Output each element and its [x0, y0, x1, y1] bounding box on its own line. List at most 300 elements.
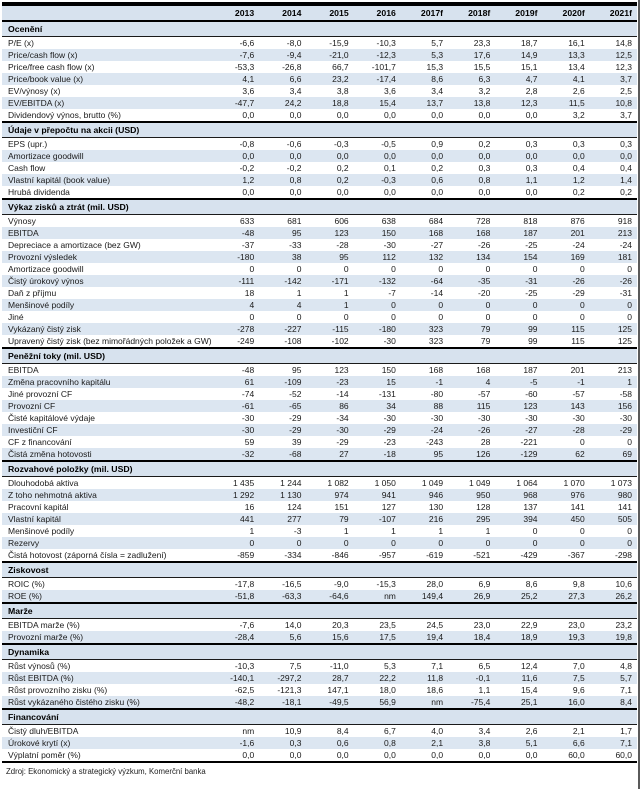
value-cell: 27 — [306, 448, 353, 461]
value-cell: -26 — [448, 239, 495, 251]
value-cell: 61 — [212, 376, 259, 388]
value-cell: 62 — [543, 448, 590, 461]
value-cell: 1 — [306, 299, 353, 311]
value-cell: 126 — [448, 448, 495, 461]
value-cell: -180 — [212, 251, 259, 263]
value-cell: -75,4 — [448, 696, 495, 709]
value-cell: 23,2 — [590, 619, 637, 632]
value-cell: 728 — [448, 215, 495, 228]
value-cell: 16,1 — [543, 37, 590, 50]
value-cell: 950 — [448, 489, 495, 501]
value-cell: 5,6 — [259, 631, 306, 644]
table-row — [2, 696, 637, 709]
value-cell: 0,2 — [543, 186, 590, 199]
value-cell: -7,6 — [212, 49, 259, 61]
value-cell: 0 — [590, 263, 637, 275]
value-cell: 1 — [448, 525, 495, 537]
value-cell: -58 — [590, 388, 637, 400]
value-cell: 295 — [448, 513, 495, 525]
row-label: Výplatní poměr (%) — [2, 749, 212, 762]
value-cell: -142 — [259, 275, 306, 287]
value-cell: 0,0 — [401, 186, 448, 199]
value-cell: 79 — [448, 335, 495, 348]
value-cell: 3,8 — [306, 85, 353, 97]
value-cell: -68 — [259, 448, 306, 461]
value-cell: -111 — [212, 275, 259, 287]
value-cell: -24 — [543, 239, 590, 251]
value-cell: 4,1 — [212, 73, 259, 85]
value-cell: 0 — [354, 299, 401, 311]
value-cell: 10,9 — [259, 725, 306, 738]
section-title: Ocenění — [2, 21, 637, 37]
value-cell: 13,4 — [543, 61, 590, 73]
table-row — [2, 477, 637, 490]
value-cell: 1 130 — [259, 489, 306, 501]
value-cell: 0 — [495, 311, 542, 323]
value-cell: 168 — [401, 227, 448, 239]
table-row — [2, 364, 637, 377]
value-cell: 39 — [259, 436, 306, 448]
value-cell: -28 — [306, 239, 353, 251]
value-cell: 0 — [212, 311, 259, 323]
value-cell: -10,3 — [212, 660, 259, 673]
value-cell: 0 — [259, 263, 306, 275]
row-label: Daň z příjmu — [2, 287, 212, 299]
value-cell: 12,4 — [495, 660, 542, 673]
year-column-header: 2017f — [401, 4, 448, 21]
table-row — [2, 37, 637, 50]
value-cell: -0,8 — [212, 138, 259, 151]
value-cell: 150 — [354, 364, 401, 377]
row-label: EBITDA — [2, 227, 212, 239]
value-cell: 1,1 — [448, 684, 495, 696]
value-cell: 15,3 — [401, 61, 448, 73]
section-title: Údaje v přepočtu na akcii (USD) — [2, 122, 637, 138]
value-cell: 6,6 — [259, 73, 306, 85]
table-row — [2, 275, 637, 287]
value-cell: 0 — [543, 299, 590, 311]
year-column-header: 2020f — [543, 4, 590, 21]
value-cell: -846 — [306, 549, 353, 562]
value-cell: 19,4 — [401, 631, 448, 644]
value-cell: 124 — [259, 501, 306, 513]
value-cell: 0,0 — [259, 749, 306, 762]
table-row — [2, 311, 637, 323]
value-cell: 137 — [495, 501, 542, 513]
value-cell: 1 292 — [212, 489, 259, 501]
table-row — [2, 49, 637, 61]
row-label: Price/free cash flow (x) — [2, 61, 212, 73]
value-cell: 0,0 — [495, 109, 542, 122]
value-cell: 876 — [543, 215, 590, 228]
value-cell: 95 — [259, 227, 306, 239]
value-cell: -18,1 — [259, 696, 306, 709]
value-cell: 1 244 — [259, 477, 306, 490]
value-cell: -16,5 — [259, 578, 306, 591]
value-cell: 154 — [495, 251, 542, 263]
value-cell: 0,0 — [448, 186, 495, 199]
value-cell: 0 — [259, 311, 306, 323]
value-cell: 12,5 — [590, 49, 637, 61]
value-cell: 26,9 — [448, 590, 495, 603]
value-cell: -25 — [495, 287, 542, 299]
value-cell: 0 — [543, 525, 590, 537]
financial-table — [2, 2, 637, 763]
value-cell: 141 — [543, 501, 590, 513]
row-label: Rezervy — [2, 537, 212, 549]
value-cell: 0,6 — [306, 737, 353, 749]
value-cell: -14 — [306, 388, 353, 400]
value-cell: 95 — [259, 364, 306, 377]
value-cell: -859 — [212, 549, 259, 562]
value-cell: -129 — [495, 448, 542, 461]
value-cell: -48,2 — [212, 696, 259, 709]
value-cell: -0,3 — [354, 174, 401, 186]
value-cell: 7,0 — [543, 660, 590, 673]
value-cell: -108 — [259, 335, 306, 348]
section-title: Marže — [2, 603, 637, 619]
value-cell: 968 — [495, 489, 542, 501]
value-cell: 0,0 — [401, 109, 448, 122]
value-cell: 974 — [306, 489, 353, 501]
value-cell: 168 — [401, 364, 448, 377]
value-cell: 941 — [354, 489, 401, 501]
table-section — [2, 461, 637, 562]
value-cell: -298 — [590, 549, 637, 562]
value-cell: 4,0 — [401, 725, 448, 738]
value-cell: 147,1 — [306, 684, 353, 696]
table-row — [2, 299, 637, 311]
value-cell: 13,7 — [401, 97, 448, 109]
value-cell: 15,4 — [354, 97, 401, 109]
value-cell: 7,5 — [543, 672, 590, 684]
value-cell: 1 — [306, 525, 353, 537]
value-cell: 0,8 — [354, 737, 401, 749]
row-label: Změna pracovního kapitálu — [2, 376, 212, 388]
value-cell: 187 — [495, 227, 542, 239]
value-cell: 125 — [590, 323, 637, 335]
value-cell: -26 — [590, 275, 637, 287]
value-cell: 1,7 — [590, 725, 637, 738]
corner-cell — [2, 4, 212, 21]
value-cell: 15 — [354, 376, 401, 388]
value-cell: -0,2 — [212, 162, 259, 174]
source-note: Zdroj: Ekonomický a strategický výzkum, Komerční banka — [6, 767, 206, 776]
value-cell: -17,4 — [354, 73, 401, 85]
year-column-header: 2019f — [495, 4, 542, 21]
row-label: ROIC (%) — [2, 578, 212, 591]
value-cell: -297,2 — [259, 672, 306, 684]
value-cell: 4,1 — [543, 73, 590, 85]
value-cell: 18 — [212, 287, 259, 299]
value-cell: 0,8 — [259, 174, 306, 186]
value-cell: 95 — [306, 251, 353, 263]
value-cell: 0,9 — [401, 138, 448, 151]
value-cell: 0 — [354, 311, 401, 323]
value-cell: -12,3 — [354, 49, 401, 61]
value-cell: 0 — [306, 311, 353, 323]
table-row — [2, 150, 637, 162]
table-row — [2, 448, 637, 461]
value-cell: 0,0 — [354, 749, 401, 762]
value-cell: 115 — [448, 400, 495, 412]
value-cell: 17,5 — [354, 631, 401, 644]
value-cell: 6,5 — [448, 660, 495, 673]
table-row — [2, 631, 637, 644]
value-cell: 1 064 — [495, 477, 542, 490]
value-cell: 7,1 — [590, 737, 637, 749]
value-cell: -6,6 — [212, 37, 259, 50]
table-row — [2, 263, 637, 275]
row-label: Čistá hotovost (záporná čísla = zadlužení) — [2, 549, 212, 562]
value-cell: 0 — [543, 537, 590, 549]
value-cell: -7 — [354, 287, 401, 299]
row-label: Vykázaný čistý zisk — [2, 323, 212, 335]
table-row — [2, 749, 637, 762]
value-cell: -30 — [354, 239, 401, 251]
value-cell: 0,0 — [212, 109, 259, 122]
value-cell: -7,6 — [212, 619, 259, 632]
value-cell: 818 — [495, 215, 542, 228]
value-cell: 0,0 — [354, 186, 401, 199]
value-cell: 12,3 — [495, 97, 542, 109]
section-header-row — [2, 122, 637, 138]
value-cell: 156 — [590, 400, 637, 412]
row-label: Růst vykázaného čistého zisku (%) — [2, 696, 212, 709]
value-cell: 19,8 — [590, 631, 637, 644]
value-cell: 0 — [543, 311, 590, 323]
value-cell: 3,8 — [448, 737, 495, 749]
value-cell: 9,8 — [543, 578, 590, 591]
value-cell: 0,3 — [259, 737, 306, 749]
value-cell: -957 — [354, 549, 401, 562]
value-cell: 0,3 — [448, 162, 495, 174]
value-cell: 23,2 — [306, 73, 353, 85]
value-cell: 0,0 — [495, 186, 542, 199]
row-label: EPS (upr.) — [2, 138, 212, 151]
year-column-header: 2021f — [590, 4, 637, 21]
value-cell: 23,0 — [543, 619, 590, 632]
table-row — [2, 109, 637, 122]
value-cell: 14,9 — [495, 49, 542, 61]
value-cell: 143 — [543, 400, 590, 412]
table-row — [2, 578, 637, 591]
value-cell: 450 — [543, 513, 590, 525]
value-cell: 4,7 — [495, 73, 542, 85]
value-cell: -18 — [354, 448, 401, 461]
row-label: Cash flow — [2, 162, 212, 174]
value-cell: 0,0 — [306, 186, 353, 199]
value-cell: -15,3 — [354, 578, 401, 591]
value-cell: -35 — [448, 275, 495, 287]
value-cell: 638 — [354, 215, 401, 228]
value-cell: 505 — [590, 513, 637, 525]
row-label: Provozní CF — [2, 400, 212, 412]
value-cell: -27 — [495, 424, 542, 436]
value-cell: 151 — [306, 501, 353, 513]
value-cell: 0 — [495, 299, 542, 311]
table-section — [2, 21, 637, 122]
value-cell: -0,2 — [259, 162, 306, 174]
value-cell: -24 — [401, 424, 448, 436]
value-cell: -29 — [543, 287, 590, 299]
value-cell: 0,2 — [306, 162, 353, 174]
value-cell: 1,4 — [590, 174, 637, 186]
value-cell: -32 — [212, 448, 259, 461]
value-cell: 27,3 — [543, 590, 590, 603]
value-cell: 23,5 — [354, 619, 401, 632]
value-cell: 323 — [401, 323, 448, 335]
row-label: Provozní marže (%) — [2, 631, 212, 644]
value-cell: -63,3 — [259, 590, 306, 603]
value-cell: -171 — [306, 275, 353, 287]
value-cell: 1 050 — [354, 477, 401, 490]
value-cell: 123 — [495, 400, 542, 412]
value-cell: 1 073 — [590, 477, 637, 490]
table-row — [2, 239, 637, 251]
value-cell: 0,2 — [401, 162, 448, 174]
value-cell: 99 — [495, 335, 542, 348]
row-label: Amortizace goodwill — [2, 263, 212, 275]
value-cell: 4 — [448, 376, 495, 388]
section-header-row — [2, 21, 637, 37]
value-cell: -23 — [306, 376, 353, 388]
value-cell: 11,5 — [543, 97, 590, 109]
value-cell: 25,1 — [495, 696, 542, 709]
table-row — [2, 388, 637, 400]
value-cell: 115 — [543, 323, 590, 335]
table-row — [2, 376, 637, 388]
value-cell: 187 — [495, 364, 542, 377]
value-cell: 0,0 — [212, 186, 259, 199]
value-cell: 213 — [590, 227, 637, 239]
value-cell: 684 — [401, 215, 448, 228]
value-cell: -5 — [495, 376, 542, 388]
table-section — [2, 348, 637, 461]
value-cell: 0 — [590, 436, 637, 448]
value-cell: 0 — [354, 263, 401, 275]
table-row — [2, 737, 637, 749]
value-cell: 26,2 — [590, 590, 637, 603]
value-cell: 0 — [401, 537, 448, 549]
table-section — [2, 709, 637, 762]
value-cell: 66,7 — [306, 61, 353, 73]
value-cell: -0,3 — [306, 138, 353, 151]
table-row — [2, 162, 637, 174]
table-row — [2, 537, 637, 549]
value-cell: -49,5 — [306, 696, 353, 709]
value-cell: -74 — [212, 388, 259, 400]
value-cell: 3,7 — [590, 109, 637, 122]
value-cell: -37 — [212, 239, 259, 251]
year-column-header: 2014 — [259, 4, 306, 21]
value-cell: 10,6 — [590, 578, 637, 591]
value-cell: 14,0 — [259, 619, 306, 632]
value-cell: 18,6 — [401, 684, 448, 696]
value-cell: -429 — [495, 549, 542, 562]
value-cell: -21,0 — [306, 49, 353, 61]
value-cell: 8,4 — [590, 696, 637, 709]
value-cell: -33 — [259, 239, 306, 251]
value-cell: 34 — [354, 400, 401, 412]
value-cell: 59 — [212, 436, 259, 448]
value-cell: 0,0 — [495, 150, 542, 162]
table-row — [2, 227, 637, 239]
value-cell: 23,3 — [448, 37, 495, 50]
value-cell: 946 — [401, 489, 448, 501]
year-column-header: 2013 — [212, 4, 259, 21]
value-cell: 150 — [354, 227, 401, 239]
value-cell: 0 — [354, 537, 401, 549]
value-cell: -1,6 — [212, 737, 259, 749]
value-cell: 441 — [212, 513, 259, 525]
value-cell: 0,0 — [212, 150, 259, 162]
value-cell: 0,0 — [306, 150, 353, 162]
value-cell: 1 — [401, 525, 448, 537]
value-cell: -0,6 — [259, 138, 306, 151]
section-header-row — [2, 348, 637, 364]
value-cell: 86 — [306, 400, 353, 412]
year-column-header: 2016 — [354, 4, 401, 21]
row-label: Výnosy — [2, 215, 212, 228]
value-cell: 1 — [306, 287, 353, 299]
section-header-row — [2, 644, 637, 660]
row-label: Dlouhodobá aktiva — [2, 477, 212, 490]
row-label: Úrokové krytí (x) — [2, 737, 212, 749]
value-cell: 7,1 — [401, 660, 448, 673]
row-label: Hrubá dividenda — [2, 186, 212, 199]
value-cell: 0 — [543, 436, 590, 448]
value-cell: 1 435 — [212, 477, 259, 490]
table-section — [2, 603, 637, 644]
value-cell: 0,0 — [590, 150, 637, 162]
value-cell: 14,8 — [590, 37, 637, 50]
value-cell: 28,0 — [401, 578, 448, 591]
value-cell: -26,8 — [259, 61, 306, 73]
value-cell: 168 — [448, 364, 495, 377]
value-cell: 0,3 — [543, 138, 590, 151]
row-label: Čistý úrokový výnos — [2, 275, 212, 287]
value-cell: 0 — [306, 263, 353, 275]
value-cell: 0 — [401, 263, 448, 275]
value-cell: 213 — [590, 364, 637, 377]
table-row — [2, 549, 637, 562]
value-cell: 22,9 — [495, 619, 542, 632]
value-cell: 125 — [590, 335, 637, 348]
table-row — [2, 400, 637, 412]
value-cell: 0 — [590, 537, 637, 549]
value-cell: 0 — [495, 525, 542, 537]
year-header — [2, 4, 637, 21]
value-cell: -132 — [354, 275, 401, 287]
value-cell: 1 082 — [306, 477, 353, 490]
value-cell: 134 — [448, 251, 495, 263]
value-cell: 17,6 — [448, 49, 495, 61]
value-cell: -30 — [543, 412, 590, 424]
value-cell: -14 — [401, 287, 448, 299]
table-row — [2, 660, 637, 673]
table-row — [2, 725, 637, 738]
value-cell: -31 — [590, 287, 637, 299]
value-cell: 0 — [590, 311, 637, 323]
year-header-row — [2, 4, 637, 21]
table-row — [2, 186, 637, 199]
row-label: Price/cash flow (x) — [2, 49, 212, 61]
table-row — [2, 525, 637, 537]
value-cell: 0 — [448, 311, 495, 323]
value-cell: 1,2 — [543, 174, 590, 186]
value-cell: 24,2 — [259, 97, 306, 109]
